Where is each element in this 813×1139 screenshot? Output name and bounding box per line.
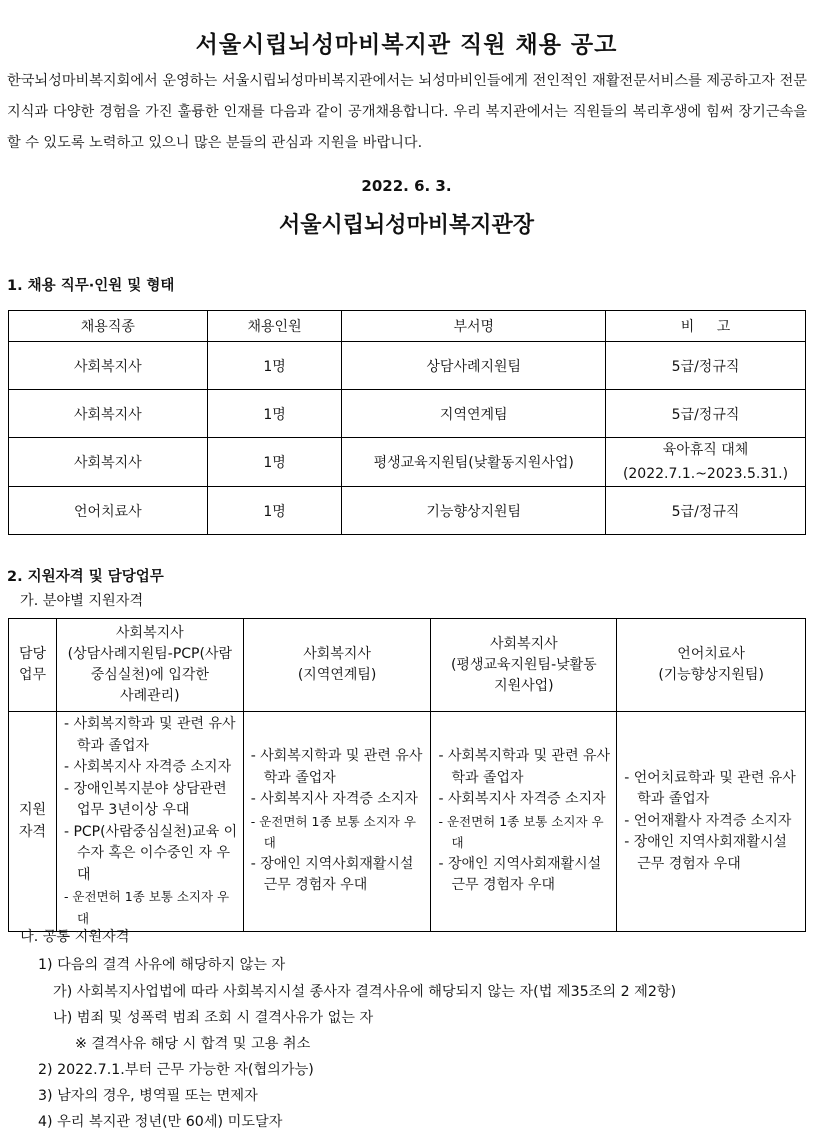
list-item: - 사회복지사 자격증 소지자 <box>438 791 606 808</box>
posting-date: 2022. 6. 3. <box>361 177 452 195</box>
qualification-education <box>431 712 617 932</box>
signer-name: 서울시립뇌성마비복지관장 <box>278 213 535 238</box>
cell-note: 5급/정규직 <box>606 342 806 390</box>
table-row <box>9 342 806 390</box>
qualification-counseling <box>56 712 243 932</box>
column-head-speech: 언어치료사 (기능향상지원팀) <box>617 619 806 712</box>
cell-job: 사회복지사 <box>9 438 208 487</box>
subsection-a-heading: 가. 분야별 지원자격 <box>20 593 144 609</box>
note-period: (2022.7.1.~2023.5.31.) <box>622 466 789 482</box>
list-item: - 사회복지학과 및 관련 유사학과 졸업자 <box>250 748 423 786</box>
list-item: - 사회복지학과 및 관련 유사학과 졸업자 <box>438 748 611 786</box>
intro-paragraph: 한국뇌성마비복지회에서 운영하는 서울시립뇌성마비복지관에서는 뇌성마비인들에게 전인적인 재활전문서비스를 제공하고자 전문지식과 다양한 경험을 가진 훌륭한 인재를 다음과 같이 공개채용합니다. 우리 복지관에서는 직원들의 복리후생에 힘써 장기근속을 할 수 있도록 노력하고 있으니 많은 분들의 관심과 지원을 바랍니다. <box>7 73 807 151</box>
cell-dept: 평생교육지원팀(낮활동지원사업) <box>342 438 606 487</box>
row-label: 지원 자격 <box>9 712 57 932</box>
list-item: - 장애인 지역사회재활시설 근무 경험자 우대 <box>624 834 787 872</box>
cell-dept: 기능향상지원팀 <box>342 487 606 535</box>
cell-note: 5급/정규직 <box>606 390 806 438</box>
table-header-row <box>9 311 806 342</box>
cell-job: 사회복지사 <box>9 390 208 438</box>
list-item: - 장애인복지분야 상담관련 업무 3년이상 우대 <box>63 780 227 818</box>
qualification-row <box>9 712 806 932</box>
column-head-education: 사회복지사 (평생교육지원팀-낮활동 지원사업) <box>431 619 617 712</box>
list-item: - 장애인 지역사회재활시설 근무 경험자 우대 <box>250 855 414 894</box>
list-item: - 운전면허 1종 보통 소지자 우대 <box>63 889 230 926</box>
cell-dept: 상담사례지원팀 <box>342 342 606 390</box>
table-row <box>9 438 806 487</box>
cell-job: 언어치료사 <box>9 487 208 535</box>
column-head-community: 사회복지사 (지역연계팀) <box>243 619 431 712</box>
list-item: - 운전면허 1종 보통 소지자 우대 <box>438 813 604 851</box>
cell-note <box>606 438 806 487</box>
section2-heading: 2. 지원자격 및 담당업무 <box>7 569 164 585</box>
header-job: 채용직종 <box>9 311 208 342</box>
header-dept: 부서명 <box>342 311 606 342</box>
qualification-table <box>8 618 806 932</box>
common-item: 3) 남자의 경우, 병역필 또는 면제자 <box>38 1088 258 1104</box>
list-item: - 장애인 지역사회재활시설 근무 경험자 우대 <box>438 855 602 894</box>
qualification-header-row <box>9 619 806 712</box>
cell-dept: 지역연계팀 <box>342 390 606 438</box>
cell-count: 1명 <box>207 342 342 390</box>
cell-count: 1명 <box>207 390 342 438</box>
document-title: 서울시립뇌성마비복지관 직원 채용 공고 <box>195 32 618 58</box>
recruitment-table <box>8 310 806 535</box>
cell-count: 1명 <box>207 487 342 535</box>
common-item: 나) 범죄 및 성폭력 범죄 조회 시 결격사유가 없는 자 <box>53 1010 374 1026</box>
note-line: 육아휴직 대체 <box>662 442 749 458</box>
qualification-speech <box>617 712 806 932</box>
list-item: - 사회복지사 자격증 소지자 <box>63 759 232 775</box>
common-item: 4) 우리 복지관 정년(만 60세) 미도달자 <box>38 1114 283 1130</box>
common-note: ※ 결격사유 해당 시 합격 및 고용 취소 <box>75 1036 311 1052</box>
list-item: - 사회복지사 자격증 소지자 <box>250 791 418 808</box>
list-item: - PCP(사람중심실천)교육 이수자 혹은 이수중인 자 우대 <box>63 823 238 883</box>
table-row <box>9 390 806 438</box>
section1-heading: 1. 채용 직무·인원 및 형태 <box>7 278 175 294</box>
table-row <box>9 487 806 535</box>
corner-cell: 담당 업무 <box>9 619 57 712</box>
cell-note: 5급/정규직 <box>606 487 806 535</box>
qualification-community <box>243 712 431 932</box>
common-item: 가) 사회복지사업법에 따라 사회복지시설 종사자 결격사유에 해당되지 않는 자(법 제35조의 2 제2항) <box>53 984 677 1000</box>
header-note: 비 고 <box>606 311 806 342</box>
cell-job: 사회복지사 <box>9 342 208 390</box>
cell-count: 1명 <box>207 438 342 487</box>
subsection-b-heading: 나. 공통 지원자격 <box>20 929 130 945</box>
list-item: - 운전면허 1종 보통 소지자 우대 <box>250 813 416 851</box>
header-count: 채용인원 <box>207 311 342 342</box>
list-item: - 사회복지학과 및 관련 유사학과 졸업자 <box>63 716 236 754</box>
list-item: - 언어재활사 자격증 소지자 <box>624 812 792 829</box>
list-item: - 언어치료학과 및 관련 유사학과 졸업자 <box>624 769 796 808</box>
column-head-counseling: 사회복지사 (상담사례지원팀-PCP(사람 중심실천)에 입각한 사례관리) <box>56 619 243 712</box>
common-item: 1) 다음의 결격 사유에 해당하지 않는 자 <box>38 957 286 973</box>
common-item: 2) 2022.7.1.부터 근무 가능한 자(협의가능) <box>38 1062 314 1078</box>
